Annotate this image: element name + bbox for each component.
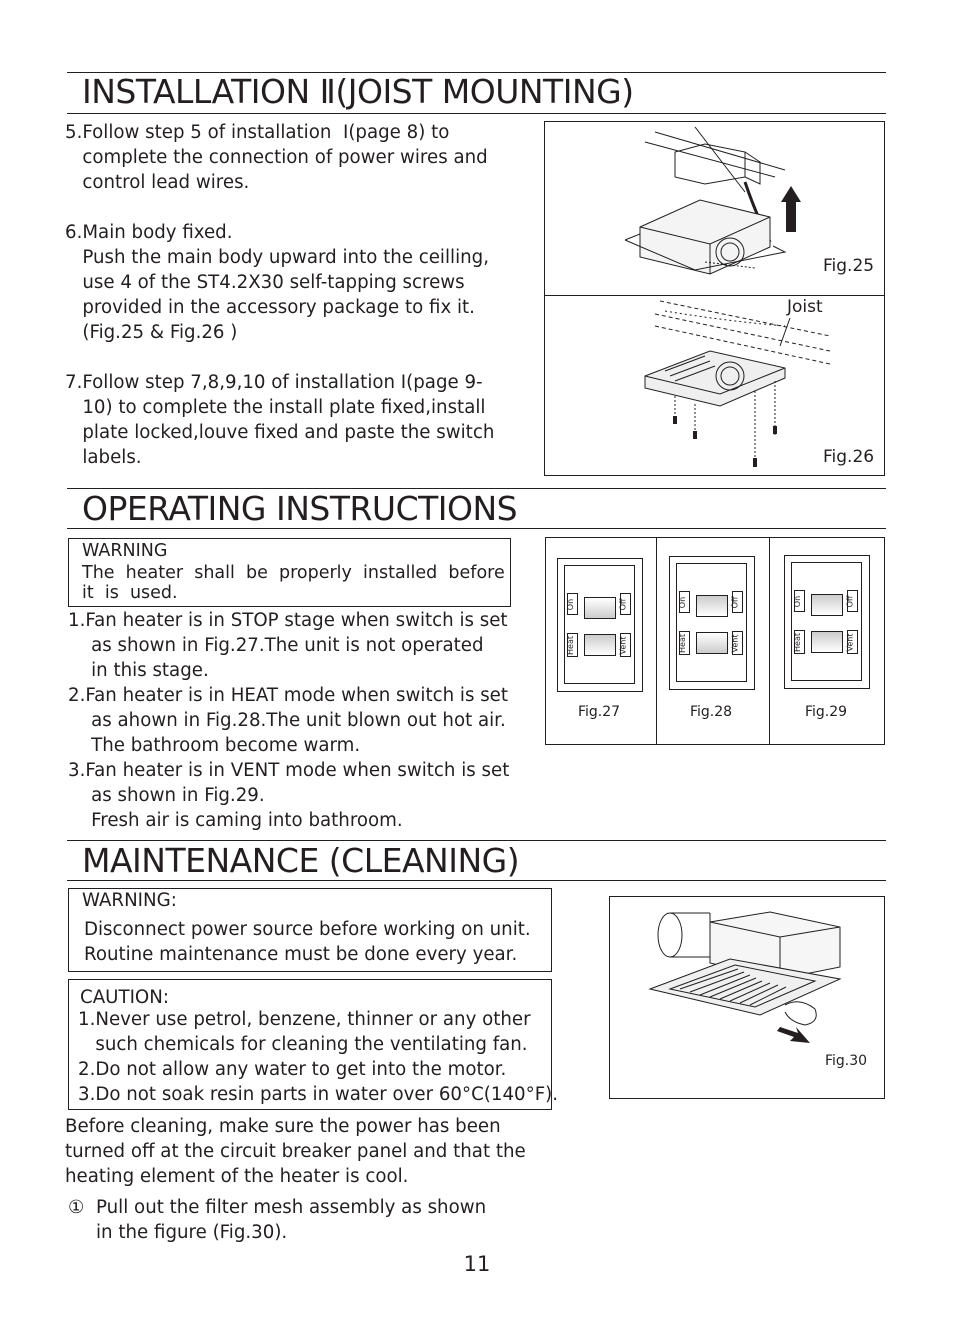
- install-step-5: 5.Follow step 5 of installation Ⅰ(page 8) to complete the connection of power wires and control lead wires.: [65, 122, 488, 193]
- installation-title: INSTALLATION Ⅱ(JOIST MOUNTING): [82, 72, 634, 111]
- maintenance-rule: [67, 880, 886, 881]
- operating-item-3: 3.Fan heater is in VENT mode when switch is set as shown in Fig.29. Fresh air is caming into bathroom.: [68, 760, 510, 831]
- operating-warning-title: WARNING: [82, 541, 168, 561]
- step-1-text: Pull out the filter mesh assembly as shown in the figure (Fig.30).: [96, 1197, 487, 1243]
- step-1-marker: ①: [68, 1197, 85, 1218]
- before-cleaning-text: Before cleaning, make sure the power has been turned off at the circuit breaker panel and that the heating element of the heater is cool.: [65, 1116, 526, 1187]
- fig-26-label: Fig.26: [823, 447, 875, 467]
- joist-label: Joist: [787, 297, 823, 317]
- fig-25-label: Fig.25: [823, 256, 875, 276]
- switch-plate-fig29: On Off Heat Vent: [784, 555, 870, 689]
- fig-27-label: Fig.27: [578, 704, 621, 720]
- maintenance-title: MAINTENANCE (CLEANING): [82, 841, 520, 880]
- switch-plate-fig27: On Off Heat Vent: [557, 558, 643, 692]
- operating-warning-line-2: it is used.: [82, 583, 178, 603]
- operating-item-1: 1.Fan heater is in STOP stage when switch is set as shown in Fig.27.The unit is not operated in this stage.: [68, 610, 508, 681]
- maintenance-warning-text: Disconnect power source before working on unit. Routine maintenance must be done every year.: [84, 919, 531, 965]
- fig-28-label: Fig.28: [690, 704, 733, 720]
- operating-warning-line-1: The heater shall be properly installed before: [82, 563, 505, 583]
- switch-divider-1: [656, 538, 657, 744]
- switch-divider-2: [769, 538, 770, 744]
- switch-plate-fig28: On Off Heat Vent: [669, 556, 755, 690]
- fig-30-label: Fig.30: [825, 1053, 868, 1069]
- operating-rule: [67, 528, 886, 529]
- caution-title: CAUTION:: [80, 987, 169, 1008]
- fig-29-label: Fig.29: [805, 704, 848, 720]
- install-step-7: 7.Follow step 7,8,9,10 of installation Ⅰ(page 9- 10) to complete the install plate fixed,install plate locked,louve fixed and paste the switch labels.: [65, 372, 495, 468]
- maintenance-warning-title: WARNING:: [82, 890, 177, 911]
- installation-rule: [67, 113, 886, 114]
- caution-text: 1.Never use petrol, benzene, thinner or any other such chemicals for cleaning the ventilating fan. 2.Do not allow any water to get into the motor. 3.Do not soak resin parts in water over 60°C(140°F).: [78, 1009, 559, 1105]
- install-step-6: 6.Main body fixed. Push the main body upward into the ceilling, use 4 of the ST4.2X30 self-tapping screws provided in the accessory package to fix it. (Fig.25 & Fig.26 ): [65, 222, 489, 343]
- page-number: 11: [463, 1252, 491, 1276]
- operating-title: OPERATING INSTRUCTIONS: [82, 489, 518, 528]
- operating-item-2: 2.Fan heater is in HEAT mode when switch is set as ahown in Fig.28.The unit blown out hot air. The bathroom become warm.: [68, 685, 509, 756]
